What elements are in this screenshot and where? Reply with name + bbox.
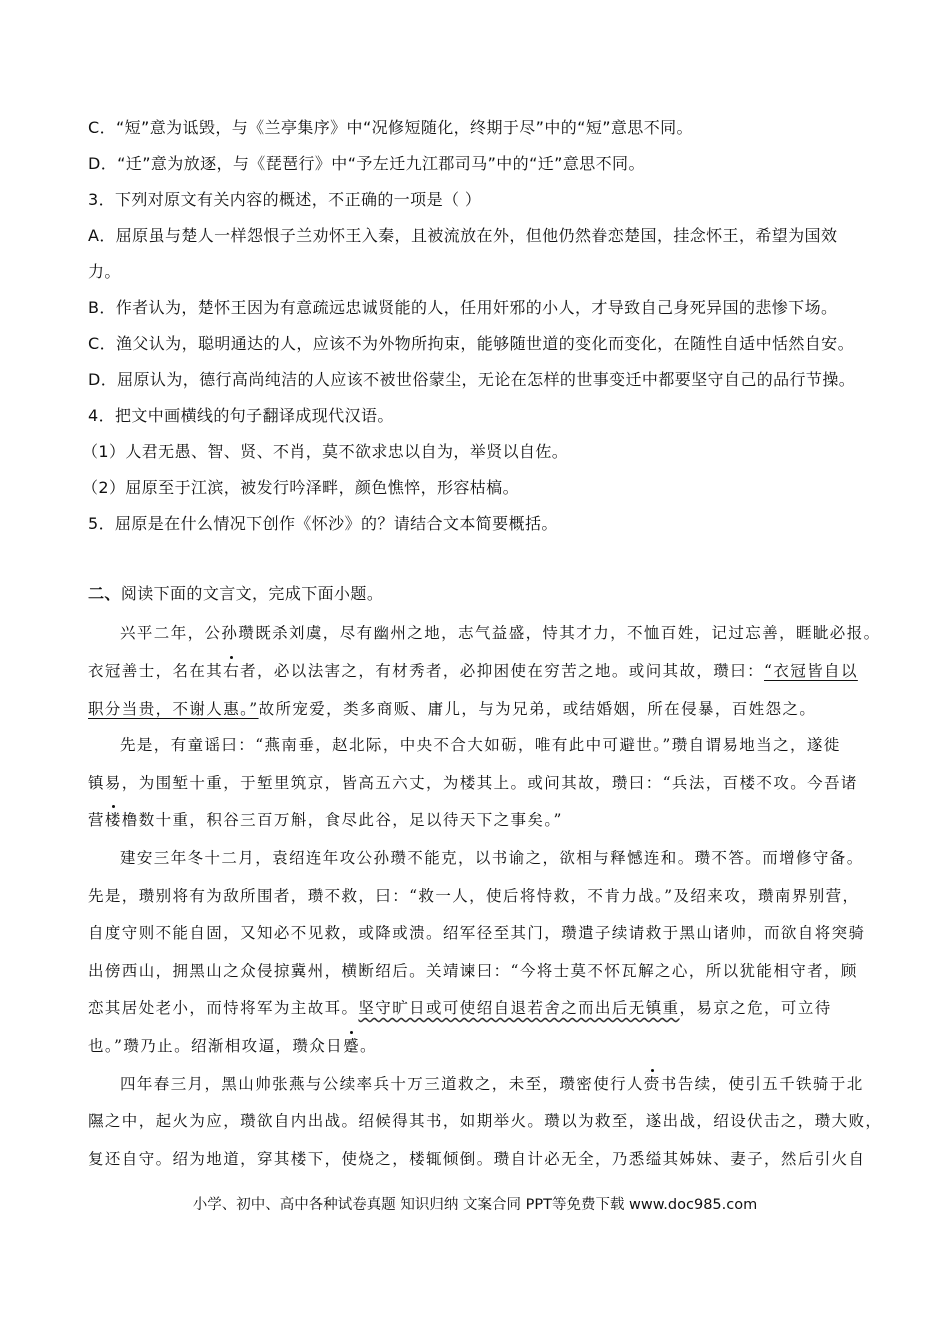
q4-stem: 4．把文中画横线的句子翻译成现代汉语。	[88, 406, 394, 425]
q3-stem: 3．下列对原文有关内容的概述，不正确的一项是（ ）	[88, 190, 482, 209]
passage-p1-line3: 职分当贵，不谢人惠。”故所宠爱，类多商贩、庸儿，与为兄弟，或结婚姻，所在侵暴，百姓怨之。	[88, 700, 817, 718]
q4-item-2: （2）屈原至于江滨，被发行吟泽畔，颜色憔悴，形容枯槁。	[82, 478, 519, 497]
q3-option-b: B．作者认为，楚怀王因为有意疏远忠诚贤能的人，任用奸邪的小人，才导致自己身死异国的悲惨下场。	[88, 298, 838, 317]
passage-p3-line5: 恋其居处老小，而恃将军为主故耳。坚守旷日或可使绍自退若舍之而出后无镇重，易京之危，可立待	[88, 999, 832, 1017]
dotted-char-you: 右	[223, 662, 241, 680]
passage-p1-line2: 衣冠善士，名在其右者，必以法害之，有材秀者，必抑困使在穷苦之地。或问其故，瓒曰：“衣冠皆自以	[88, 662, 858, 680]
underlined-sentence-end: 职分当贵，不谢人惠。”	[88, 700, 259, 718]
section2-heading-number: 二、	[88, 584, 121, 603]
passage-p4-line1: 四年春三月，黑山帅张燕与公续率兵十万三道救之，未至，瓒密使行人赍书告续，使引五千铁骑于北	[120, 1075, 864, 1093]
passage-p2-line1: 先是，有童谣曰：“燕南垂，赵北际，中央不合大如砺，唯有此中可避世。”瓒自谓易地当之，遂徙	[120, 736, 841, 754]
passage-p3-line6: 也。”瓒乃止。绍渐相攻逼，瓒众日蹙。	[88, 1037, 377, 1055]
dotted-char-lou: 楼	[104, 811, 122, 829]
passage-p4-line3: 复还自守。绍为地道，穿其楼下，使烧之，楼辄倾倒。瓒自计必无全，乃悉缢其姊妹、妻子，然后引火自	[88, 1150, 866, 1168]
dotted-char-ji: 赍	[643, 1075, 661, 1093]
q2-option-c: C．“短”意为诋毁，与《兰亭集序》中“况修短随化，终期于尽”中的“短”意思不同。	[88, 118, 693, 137]
underlined-sentence-start: “衣冠皆自以	[764, 662, 858, 680]
q3-option-a-line1: A．屈原虽与楚人一样怨恨子兰劝怀王入秦，且被流放在外，但他仍然眷恋楚国，挂念怀王，希望为国效	[88, 226, 838, 245]
passage-p3-line3: 自度守则不能自固，又知必不见救，或降或溃。绍军径至其门，瓒遣子续请救于黑山诸帅，而欲自将突骑	[88, 924, 866, 942]
passage-p4-line2: 隰之中，起火为应，瓒欲自内出战。绍候得其书，如期举火。瓒以为救至，遂出战，绍设伏击之，瓒大败，	[88, 1112, 883, 1130]
dotted-char-cu: 蹙	[343, 1037, 360, 1055]
passage-p1-line1: 兴平二年，公孙瓒既杀刘虞，尽有幽州之地，志气益盛，恃其才力，不恤百姓，记过忘善，睚眦必报。	[120, 624, 881, 642]
section2-heading	[88, 583, 383, 605]
passage-p2-line2: 镇易，为围堑十重，于堑里筑京，皆高五六丈，为楼其上。或问其故，瓒曰：“兵法，百楼不攻。今吾诸	[88, 774, 858, 792]
passage-p3-line4: 出傍西山，拥黑山之众侵掠冀州，横断绍后。关靖谏曰：“今将士莫不怀瓦解之心，所以犹能相守者，顾	[88, 962, 858, 980]
passage-p2-line3: 营楼橹数十重，积谷三百万斛，食尽此谷，足以待天下之事矣。”	[88, 811, 563, 829]
q3-option-c: C．渔父认为，聪明通达的人，应该不为外物所拘束，能够随世道的变化而变化，在随性自适中恬然自安。	[88, 334, 854, 353]
q3-option-d: D．屈原认为，德行高尚纯洁的人应该不被世俗蒙尘，无论在怎样的世事变迁中都要坚守自己的品行节操。	[88, 370, 856, 389]
q3-option-a-line2: 力。	[88, 262, 121, 281]
q2-option-d: D．“迁”意为放逐，与《琵琶行》中“予左迁九江郡司马”中的“迁”意思不同。	[88, 154, 645, 173]
q5-stem: 5．屈原是在什么情况下创作《怀沙》的？请结合文本简要概括。	[88, 514, 558, 533]
passage-p3-line2: 先是，瓒别将有为敌所围者，瓒不救，曰：“救一人，使后将恃救，不肯力战。”及绍来攻，瓒南界别营，	[88, 887, 860, 905]
page-footer: 小学、初中、高中各种试卷真题 知识归纳 文案合同 PPT等免费下载 www.doc985.com	[192, 1197, 758, 1213]
section2-heading-text: 阅读下面的文言文，完成下面小题。	[120, 584, 384, 603]
passage-p3-line1: 建安三年冬十二月，袁绍连年攻公孙瓒不能克，以书谕之，欲相与释憾连和。瓒不答。而增修守备。	[120, 849, 864, 867]
wavy-underlined-sentence: 坚守旷日或可使绍自退若舍之而出后无镇重	[358, 999, 680, 1017]
q4-item-1: （1）人君无愚、智、贤、不肖，莫不欲求忠以自为，举贤以自佐。	[82, 442, 569, 461]
